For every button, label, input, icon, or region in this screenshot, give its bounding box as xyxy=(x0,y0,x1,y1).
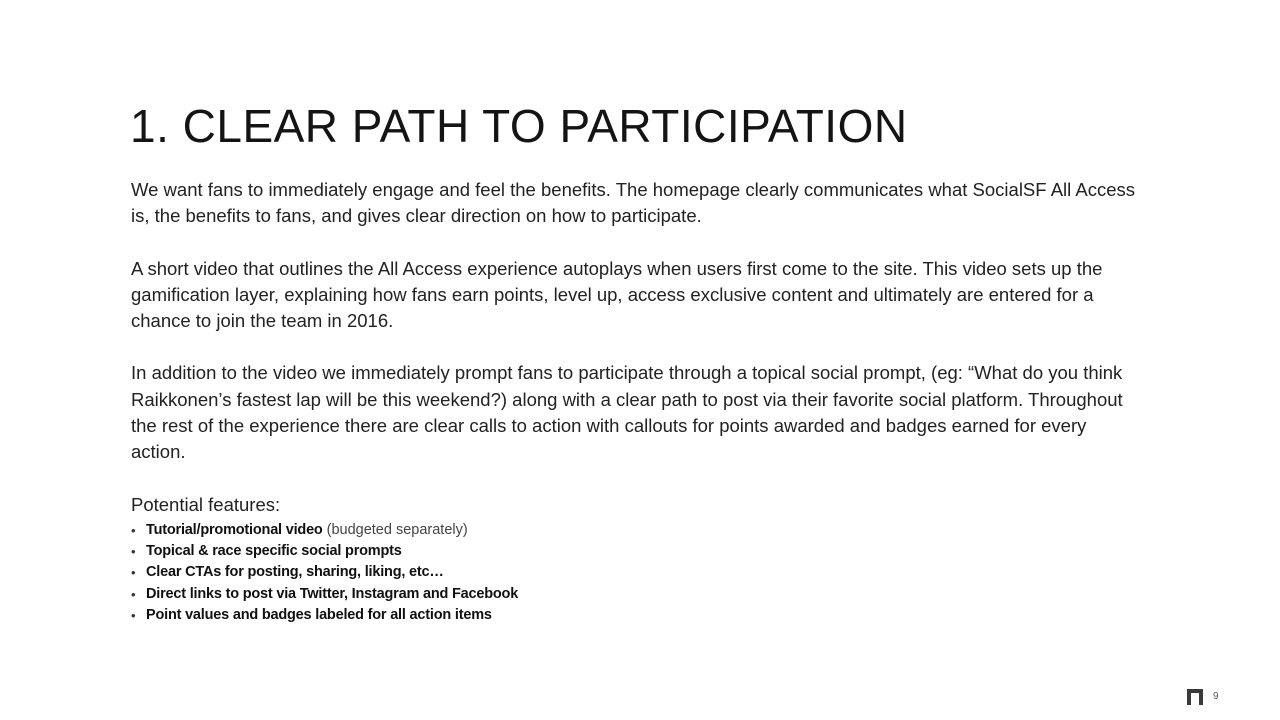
corner-bracket-logo-icon xyxy=(1187,689,1203,705)
list-item xyxy=(131,541,1141,562)
feature-label: Topical & race specific social prompts xyxy=(146,542,402,559)
intro-paragraph: We want fans to immediately engage and feel the benefits. The homepage clearly communicates what SocialSF All Access is, the benefits to fans, and gives clear direction on how to participate. xyxy=(131,179,1135,227)
bullet-icon: • xyxy=(131,565,136,581)
list-item xyxy=(131,605,1141,626)
feature-label: Tutorial/promotional video xyxy=(146,521,323,538)
features-list xyxy=(131,520,1141,626)
bullet-icon: • xyxy=(131,522,136,538)
list-item xyxy=(131,584,1141,605)
features-heading: Potential features: xyxy=(131,493,281,515)
bullet-icon: • xyxy=(131,586,136,602)
list-item xyxy=(131,562,1141,583)
social-prompt-paragraph: In addition to the video we immediately prompt fans to participate through a topical social prompt, (eg: “What do you think Raikkonen’s fastest lap will be this weekend?) along with a clear path to post via their favorite social platform. Throughout the rest of the experience there are clear calls to action with callouts for points awarded and badges earned for every action. xyxy=(131,362,1123,463)
bullet-icon: • xyxy=(131,607,136,623)
feature-label: Clear CTAs for posting, sharing, liking, etc… xyxy=(146,564,444,581)
feature-label: Point values and badges labeled for all action items xyxy=(146,606,492,623)
list-item xyxy=(131,520,1141,541)
slide-body xyxy=(131,177,1141,626)
video-paragraph: A short video that outlines the All Access experience autoplays when users first come to the site. This video sets up the gamification layer, explaining how fans earn points, level up, access exclusive content and ultimately are entered for a chance to join the team in 2016. xyxy=(131,257,1103,332)
feature-label: Direct links to post via Twitter, Instagram and Facebook xyxy=(146,585,519,602)
slide-title: 1. CLEAR PATH TO PARTICIPATION xyxy=(130,100,908,152)
bullet-icon: • xyxy=(131,543,136,559)
page-number: 9 xyxy=(1213,691,1219,702)
feature-note: (budgeted separately) xyxy=(322,521,468,538)
